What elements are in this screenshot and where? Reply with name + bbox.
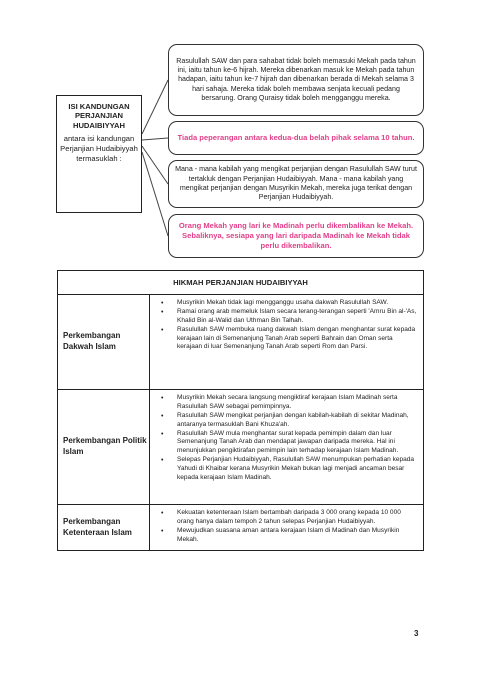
list-item: • Rasulullah SAW membuka ruang dakwah Islam dengan menghantar surat kepada kerajaan lain di Semenanjung Tanah Arab seperti Bahrain dan Oman serta kerajaan di luar Semenanjung Tanah Arab seperti Rom dan Parsi. xyxy=(158,326,417,353)
page-number: 3 xyxy=(414,629,419,638)
table-row xyxy=(58,294,423,390)
row-points xyxy=(150,389,423,504)
list-item: • Musyrikin Mekah tidak lagi mengganggu usaha dakwah Rasulullah SAW. xyxy=(158,299,417,308)
content-bubble-text: Mana - mana kabilah yang mengikat perjanjian dengan Rasulullah SAW turut tertakluk dengan Perjanjian Hudaibiyyah. Mana - mana kabilah yang mengikat perjanjian dengan Musyrikin Mekah, mereka juga terikat dengan Perjanjian Hudaibiyyah. xyxy=(175,165,417,202)
content-bubble-1 xyxy=(168,44,424,116)
table-row xyxy=(58,389,423,505)
content-bubble-4 xyxy=(168,214,424,258)
list-item: • Rasulullah SAW mengikat perjanjian dengan kabilah-kabilah di sekitar Madinah, antaranya termasuklah Bani Khuza'ah. xyxy=(158,412,417,430)
content-bubble-3 xyxy=(168,160,424,208)
content-bubble-text: Rasulullah SAW dan para sahabat tidak boleh memasuki Mekah pada tahun ini, iaitu tahun ke-6 hijrah. Mereka dibenarkan masuk ke Mekah pada tahun hadapan, iaitu tahun ke-7 hijrah dan dibenarkan berada di Mekah selama 3 hari sahaja. Mereka tidak boleh membawa senjata kecuali pedang bersarung. Orang Quraisy tidak boleh mengganggu mereka. xyxy=(176,56,416,103)
row-points xyxy=(150,504,423,551)
table-heading: HIKMAH PERJANJIAN HUDAIBIYYAH xyxy=(58,271,423,295)
list-item: • Ramai orang arab memeluk Islam secara terang-terangan seperti 'Amru Bin al-'As, Khalid Bin al-Walid dan Uthman Bin Talhah. xyxy=(158,308,417,326)
hikmah-table xyxy=(57,270,424,551)
row-label: Perkembangan Politik Islam xyxy=(58,389,150,504)
list-item: • Selepas Perjanjian Hudaibiyyah, Rasulullah SAW menumpukan perhatian kepada Yahudi di Khaibar kerana Musyrikin Mekah bukan lagi menjadi ancaman besar kepada kerajaan Islam Madinah. xyxy=(158,456,417,483)
list-item: • Musyrikin Mekah secara langsung mengiktiraf kerajaan Islam Madinah serta Rasulullah SAW sebagai pemimpinnya. xyxy=(158,394,417,412)
center-topic-subtitle: antara isi kandungan Perjanjian Hudaibiyyah termasuklah : xyxy=(60,134,138,163)
list-item: • Kekuatan ketenteraan Islam bertambah daripada 3 000 orang kepada 10 000 orang hanya dalam tempoh 2 tahun selepas Perjanjian Hudaibiyyah. xyxy=(158,509,417,527)
row-points xyxy=(150,294,423,389)
content-bubble-text: Orang Mekah yang lari ke Madinah perlu dikembalikan ke Mekah. Sebaliknya, sesiapa yang lari daripada Madinah ke Mekah tidak perlu dikembalikan. xyxy=(178,220,414,250)
list-item: • Rasulullah SAW mula menghantar surat kepada pemimpin dalam dan luar Semenanjung Tanah Arab dan mendapat jawapan daripada mereka. Hal ini menunjukkan pengiktirafan pemimpin lain terhadap kerajaan Islam Madinah. xyxy=(158,430,417,457)
list-item: • Mewujudkan suasana aman antara kerajaan Islam di Madinah dan Musyrikin Mekah. xyxy=(158,527,417,545)
row-label: Perkembangan Dakwah Islam xyxy=(58,294,150,389)
row-label: Perkembangan Ketenteraan Islam xyxy=(58,504,150,551)
table-row xyxy=(58,504,423,551)
content-bubble-2 xyxy=(168,121,424,155)
center-topic-box xyxy=(56,95,142,213)
content-bubble-text: Tiada peperangan antara kedua-dua belah pihak selama 10 tahun. xyxy=(177,132,415,142)
center-topic-title: ISI KANDUNGAN PERJANJIAN HUDAIBIYYAH xyxy=(68,102,130,130)
